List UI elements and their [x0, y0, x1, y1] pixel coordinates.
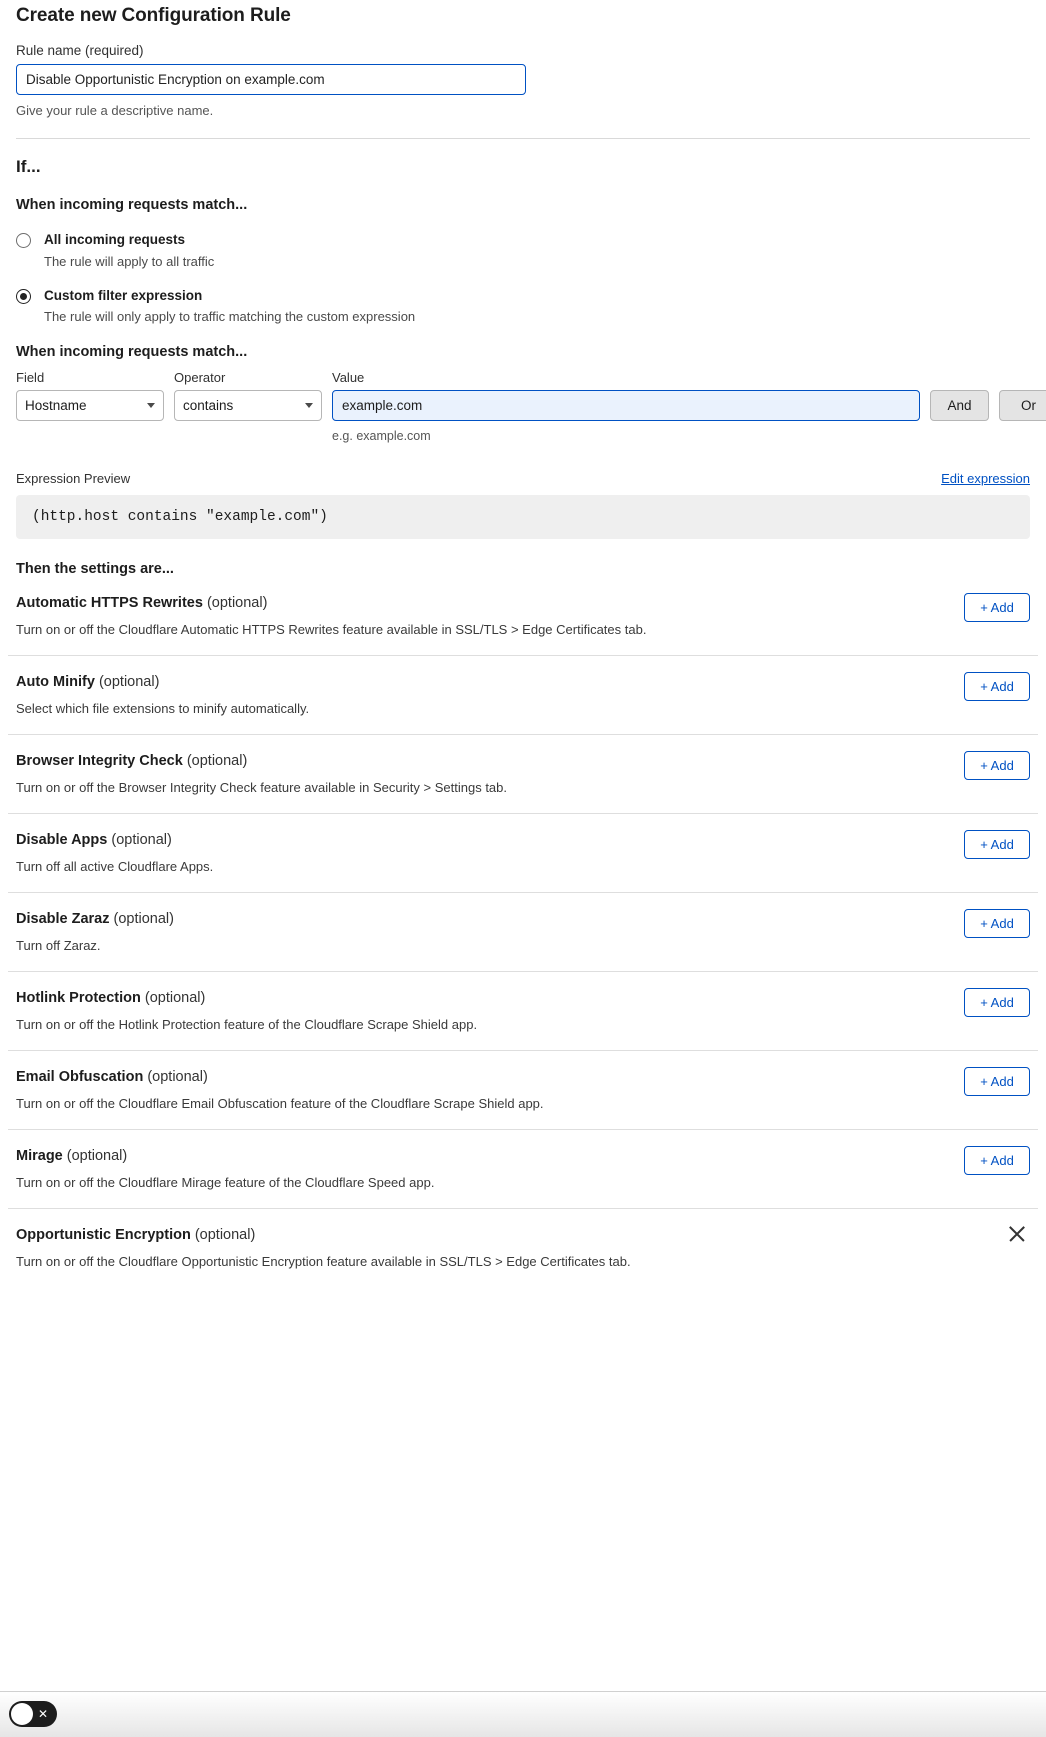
toggle-off-icon: ✕ [37, 1707, 48, 1721]
toggle-knob [11, 1703, 33, 1725]
operator-label: Operator [174, 370, 226, 386]
setting-name: Email Obfuscation [16, 1069, 144, 1086]
expression-preview-label: Expression Preview [16, 471, 131, 487]
field-label: Field [16, 370, 45, 386]
setting-name: Opportunistic Encryption [16, 1227, 191, 1244]
setting-description: Turn on or off the Cloudflare Email Obfuscation feature of the Cloudflare Scrape Shield app. [16, 1096, 544, 1112]
operator-select[interactable] [174, 390, 322, 421]
if-section-heading: If... [16, 157, 41, 176]
edit-expression-link[interactable]: Edit expression [941, 471, 1030, 487]
expression-preview-header [16, 471, 1030, 486]
setting-hotlink-protection [8, 972, 1038, 1051]
rule-name-label: Rule name (required) [16, 43, 144, 58]
setting-description: Turn off Zaraz. [16, 938, 101, 954]
setting-description: Turn on or off the Hotlink Protection feature of the Cloudflare Scrape Shield app. [16, 1017, 478, 1033]
setting-description: Turn on or off the Cloudflare Opportunistic Encryption feature available in SSL/TLS > Edge Certificates tab. [16, 1254, 631, 1270]
setting-auto-minify [8, 656, 1038, 735]
add-button[interactable]: + Add [964, 909, 1030, 938]
and-spacer [930, 370, 989, 385]
value-label: Value [332, 370, 365, 386]
setting-browser-integrity-check [8, 735, 1038, 814]
rule-name-input[interactable] [16, 64, 526, 95]
field-column [16, 370, 164, 421]
builder-heading: When incoming requests match... [16, 344, 248, 361]
add-button[interactable]: + Add [964, 988, 1030, 1017]
add-button[interactable]: + Add [964, 830, 1030, 859]
radio-custom-expression-title: Custom filter expression [44, 287, 203, 303]
and-button[interactable]: And [930, 390, 989, 421]
value-hint: e.g. example.com [332, 429, 431, 444]
setting-email-obfuscation [8, 1051, 1038, 1130]
expression-preview-box: (http.host contains "example.com") [16, 495, 1030, 539]
bottom-bar [0, 1691, 1046, 1737]
radio-option-custom-expression[interactable] [16, 287, 1038, 325]
rule-name-helper: Give your rule a descriptive name. [16, 103, 214, 118]
value-column [332, 370, 920, 443]
add-button[interactable]: + Add [964, 1067, 1030, 1096]
divider [16, 138, 1030, 139]
setting-description: Turn off all active Cloudflare Apps. [16, 859, 214, 875]
optional-tag: (optional) [194, 1227, 256, 1244]
setting-name: Mirage [16, 1148, 63, 1165]
add-button[interactable]: + Add [964, 1146, 1030, 1175]
setting-name: Browser Integrity Check [16, 753, 183, 770]
optional-tag: (optional) [147, 1069, 208, 1086]
add-button[interactable]: + Add [964, 672, 1030, 701]
setting-automatic-https-rewrites [8, 577, 1038, 656]
expression-builder-row [16, 370, 1038, 443]
optional-tag: (optional) [186, 753, 248, 770]
radio-all-requests-desc: The rule will apply to all traffic [44, 253, 215, 269]
setting-disable-apps [8, 814, 1038, 893]
setting-description: Select which file extensions to minify automatically. [16, 701, 310, 717]
optional-tag: (optional) [144, 990, 206, 1007]
setting-name: Disable Apps [16, 832, 108, 849]
field-select[interactable] [16, 390, 164, 421]
and-column [930, 370, 989, 421]
setting-description: Turn on or off the Cloudflare Mirage feature of the Cloudflare Speed app. [16, 1175, 435, 1191]
add-button[interactable]: + Add [964, 593, 1030, 622]
setting-mirage [8, 1130, 1038, 1209]
operator-column [174, 370, 322, 421]
page-title: Create new Configuration Rule [16, 5, 291, 26]
or-column [999, 370, 1046, 421]
optional-tag: (optional) [206, 595, 268, 612]
setting-name: Auto Minify [16, 674, 95, 691]
setting-description: Turn on or off the Cloudflare Automatic HTTPS Rewrites feature available in SSL/TLS > Edge Certificates tab. [16, 622, 647, 638]
setting-description: Turn on or off the Browser Integrity Check feature available in Security > Settings tab. [16, 780, 508, 796]
optional-tag: (optional) [98, 674, 160, 691]
close-icon[interactable] [1006, 1223, 1028, 1245]
or-spacer [999, 370, 1046, 385]
optional-tag: (optional) [111, 832, 172, 849]
radio-all-requests-title: All incoming requests [44, 232, 186, 247]
or-button[interactable]: Or [999, 390, 1046, 421]
setting-name: Disable Zaraz [16, 911, 110, 928]
setting-name: Automatic HTTPS Rewrites [16, 595, 203, 612]
then-section-heading: Then the settings are... [16, 561, 174, 578]
value-input[interactable] [332, 390, 920, 421]
radio-all-requests-indicator[interactable] [16, 233, 31, 248]
optional-tag: (optional) [113, 911, 174, 928]
setting-disable-zaraz [8, 893, 1038, 972]
setting-opportunistic-encryption [8, 1209, 1038, 1287]
radio-option-all-requests[interactable] [16, 231, 1038, 269]
match-heading: When incoming requests match... [16, 197, 248, 213]
radio-custom-expression-indicator[interactable] [16, 289, 31, 304]
setting-name: Hotlink Protection [16, 990, 141, 1007]
radio-custom-expression-desc: The rule will only apply to traffic matching the custom expression [44, 309, 416, 325]
setting-toggle[interactable] [9, 1701, 57, 1727]
add-button[interactable]: + Add [964, 751, 1030, 780]
optional-tag: (optional) [66, 1148, 128, 1165]
